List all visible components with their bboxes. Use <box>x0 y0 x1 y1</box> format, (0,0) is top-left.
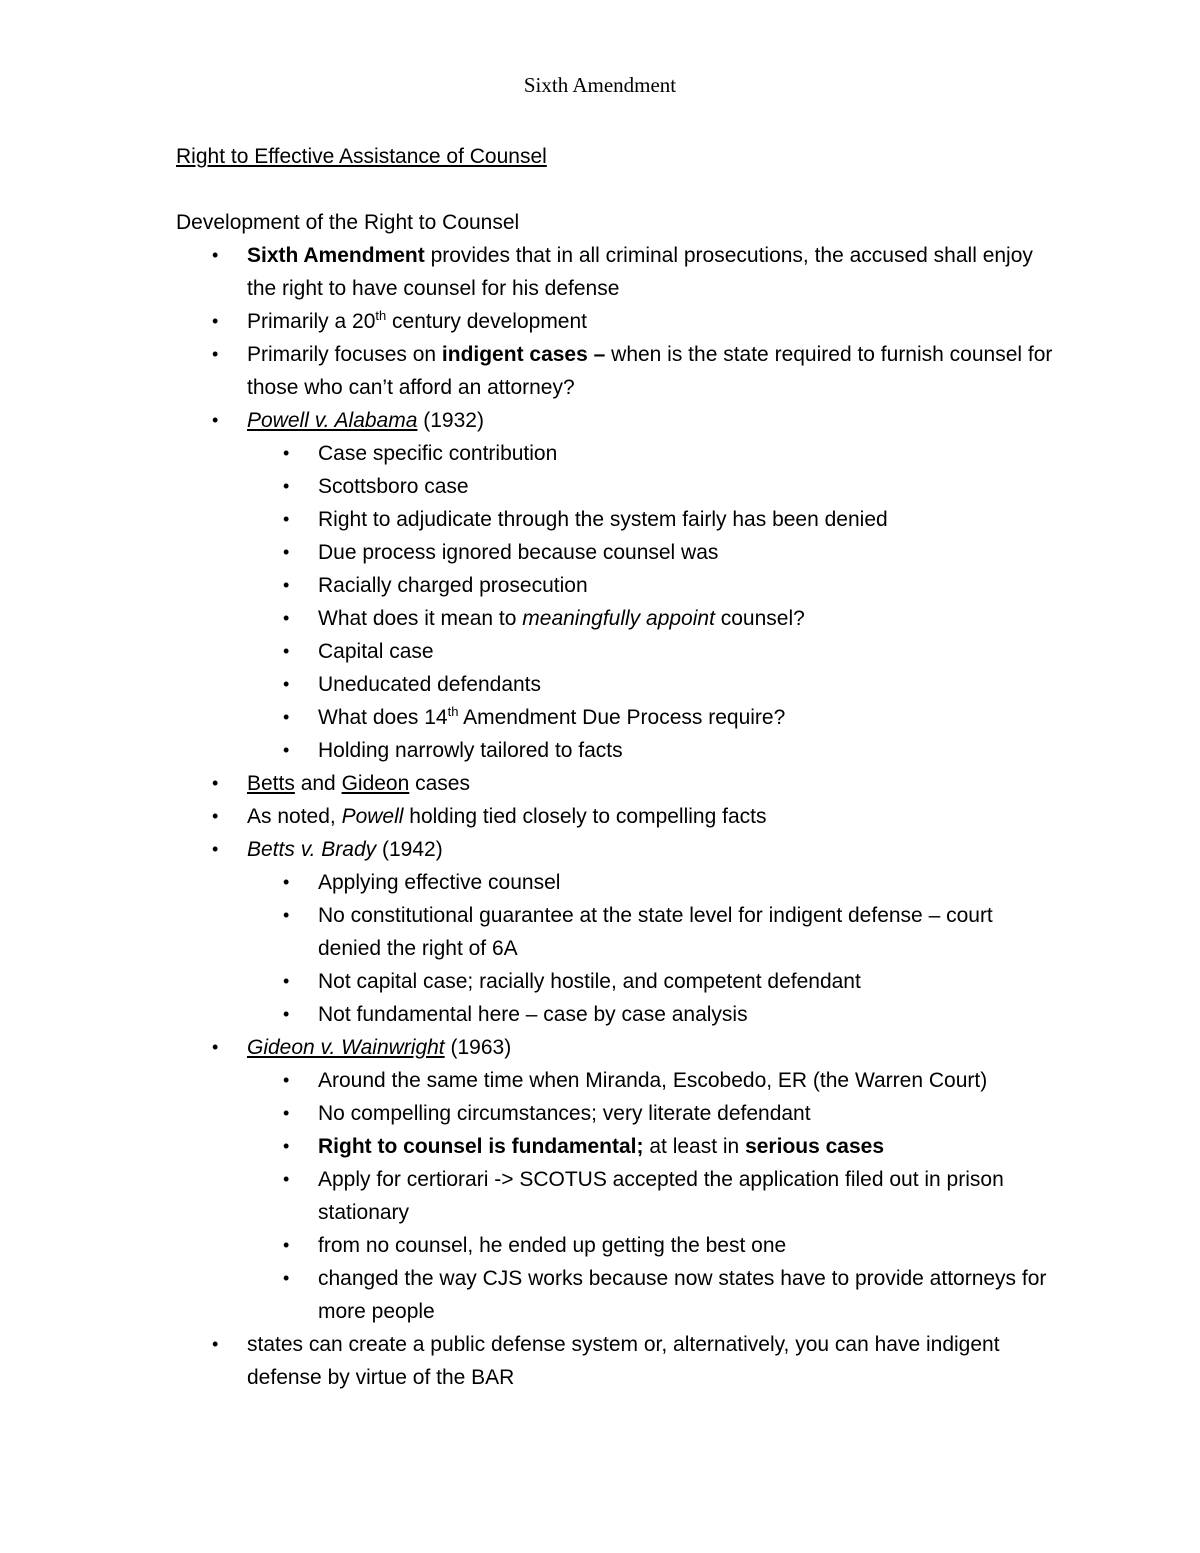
bullet-icon: • <box>283 476 290 496</box>
item-text: century development <box>386 310 588 333</box>
item-text: No constitutional guarantee at the state level for indigent defense – court denied the right of 6A <box>318 904 993 960</box>
bullet-icon: • <box>283 1136 290 1156</box>
bullet-icon: • <box>212 410 219 430</box>
item-text: Holding narrowly tailored to facts <box>318 739 623 762</box>
item-text: No compelling circumstances; very literate defendant <box>318 1102 811 1125</box>
list-item <box>176 305 1056 338</box>
list-item <box>176 1031 1056 1328</box>
item-text: Right to adjudicate through the system fairly has been denied <box>318 508 888 531</box>
list-item <box>247 1163 1056 1229</box>
item-text: As noted, <box>247 805 342 828</box>
bullet-icon: • <box>212 344 219 364</box>
bullet-icon: • <box>283 971 290 991</box>
case-name: Powell v. Alabama <box>247 409 418 432</box>
bullet-icon: • <box>212 806 219 826</box>
item-text: counsel? <box>714 607 805 630</box>
document-title: Sixth Amendment <box>523 73 677 97</box>
item-text: What does 14 <box>318 706 448 729</box>
main-bullet-list <box>176 239 1056 1394</box>
bullet-icon: • <box>283 608 290 628</box>
document-content <box>176 140 1056 1394</box>
list-item <box>176 338 1056 404</box>
italic-term: meaningfully appoint <box>522 607 715 630</box>
case-ref: Gideon <box>341 772 410 795</box>
list-item <box>176 1328 1056 1394</box>
list-item <box>247 1262 1056 1328</box>
list-item <box>247 437 1056 470</box>
superscript: th <box>447 704 459 719</box>
item-text: Capital case <box>318 640 434 663</box>
list-item <box>247 1097 1056 1130</box>
list-item <box>247 536 1056 569</box>
list-item <box>247 965 1056 998</box>
case-name: Gideon v. Wainwright <box>247 1036 445 1059</box>
list-item <box>176 833 1056 1031</box>
bullet-icon: • <box>283 905 290 925</box>
item-text: Amendment Due Process require? <box>458 706 786 729</box>
spacer <box>176 173 1056 206</box>
superscript: th <box>375 308 387 323</box>
list-item <box>176 404 1056 767</box>
bold-term: Right to counsel is fundamental; <box>318 1135 644 1158</box>
item-text: Apply for certiorari -> SCOTUS accepted the application filed out in prison stationary <box>318 1168 1004 1224</box>
subheading: Development of the Right to Counsel <box>176 211 520 234</box>
item-text: at least in <box>643 1135 746 1158</box>
list-item <box>247 668 1056 701</box>
list-item <box>247 701 1056 734</box>
bullet-icon: • <box>212 1037 219 1057</box>
item-text: Not capital case; racially hostile, and competent defendant <box>318 970 861 993</box>
bullet-icon: • <box>212 773 219 793</box>
list-item <box>247 866 1056 899</box>
item-text: changed the way CJS works because now states have to provide attorneys for more people <box>318 1267 1047 1323</box>
bullet-icon: • <box>283 1169 290 1189</box>
item-text: Around the same time when Miranda, Escobedo, ER (the Warren Court) <box>318 1069 988 1092</box>
bullet-icon: • <box>283 641 290 661</box>
list-item <box>247 1064 1056 1097</box>
bullet-icon: • <box>283 740 290 760</box>
item-text: holding tied closely to compelling facts <box>403 805 767 828</box>
item-text: Applying effective counsel <box>318 871 561 894</box>
bullet-icon: • <box>283 575 290 595</box>
list-item <box>247 635 1056 668</box>
bold-term: serious cases <box>745 1135 885 1158</box>
bullet-icon: • <box>283 1070 290 1090</box>
bullet-icon: • <box>283 707 290 727</box>
list-item <box>247 470 1056 503</box>
case-ref: Betts <box>247 772 295 795</box>
item-text: Not fundamental here – case by case analysis <box>318 1003 748 1026</box>
item-text: Due process ignored because counsel was <box>318 541 719 564</box>
item-text: from no counsel, he ended up getting the best one <box>318 1234 787 1257</box>
item-text: Primarily a 20 <box>247 310 376 333</box>
item-text: provides that in all criminal prosecutions, the accused shall enjoy the right to have counsel for his defense <box>247 244 1033 300</box>
list-item <box>176 767 1056 800</box>
bullet-icon: • <box>283 443 290 463</box>
case-year: (1963) <box>444 1036 512 1059</box>
bullet-icon: • <box>283 509 290 529</box>
bullet-icon: • <box>212 245 219 265</box>
case-year: (1932) <box>417 409 484 432</box>
bullet-icon: • <box>283 872 290 892</box>
list-item <box>247 602 1056 635</box>
case-name: Betts v. Brady <box>247 838 377 861</box>
bullet-icon: • <box>212 311 219 331</box>
item-text: Scottsboro case <box>318 475 469 498</box>
bullet-icon: • <box>283 1004 290 1024</box>
list-item <box>247 1130 1056 1163</box>
item-text: and <box>294 772 342 795</box>
item-text: Uneducated defendants <box>318 673 542 696</box>
item-text: cases <box>409 772 470 795</box>
list-item <box>247 569 1056 602</box>
bold-term: indigent cases – <box>441 343 606 366</box>
list-item <box>176 239 1056 305</box>
section-heading: Right to Effective Assistance of Counsel <box>176 145 547 168</box>
list-item <box>247 998 1056 1031</box>
bullet-icon: • <box>283 674 290 694</box>
item-text: states can create a public defense system or, alternatively, you can have indigent defense by virtue of the BAR <box>247 1333 1000 1389</box>
sub-bullet-list <box>247 437 1056 767</box>
bullet-icon: • <box>212 839 219 859</box>
sub-bullet-list <box>247 1064 1056 1328</box>
bullet-icon: • <box>283 542 290 562</box>
sub-bullet-list <box>247 866 1056 1031</box>
list-item <box>247 899 1056 965</box>
list-item <box>247 1229 1056 1262</box>
case-year: (1942) <box>376 838 443 861</box>
list-item <box>247 734 1056 767</box>
item-text: Case specific contribution <box>318 442 558 465</box>
list-item <box>247 503 1056 536</box>
bullet-icon: • <box>283 1103 290 1123</box>
italic-term: Powell <box>341 805 404 828</box>
bullet-icon: • <box>212 1334 219 1354</box>
bullet-icon: • <box>283 1235 290 1255</box>
item-text: Primarily focuses on <box>247 343 442 366</box>
item-text: when is the state required to furnish counsel for those who can’t afford an attorney? <box>247 343 1053 399</box>
bullet-icon: • <box>283 1268 290 1288</box>
item-text: What does it mean to <box>318 607 523 630</box>
bold-term: Sixth Amendment <box>247 244 425 267</box>
list-item <box>176 800 1056 833</box>
item-text: Racially charged prosecution <box>318 574 588 597</box>
